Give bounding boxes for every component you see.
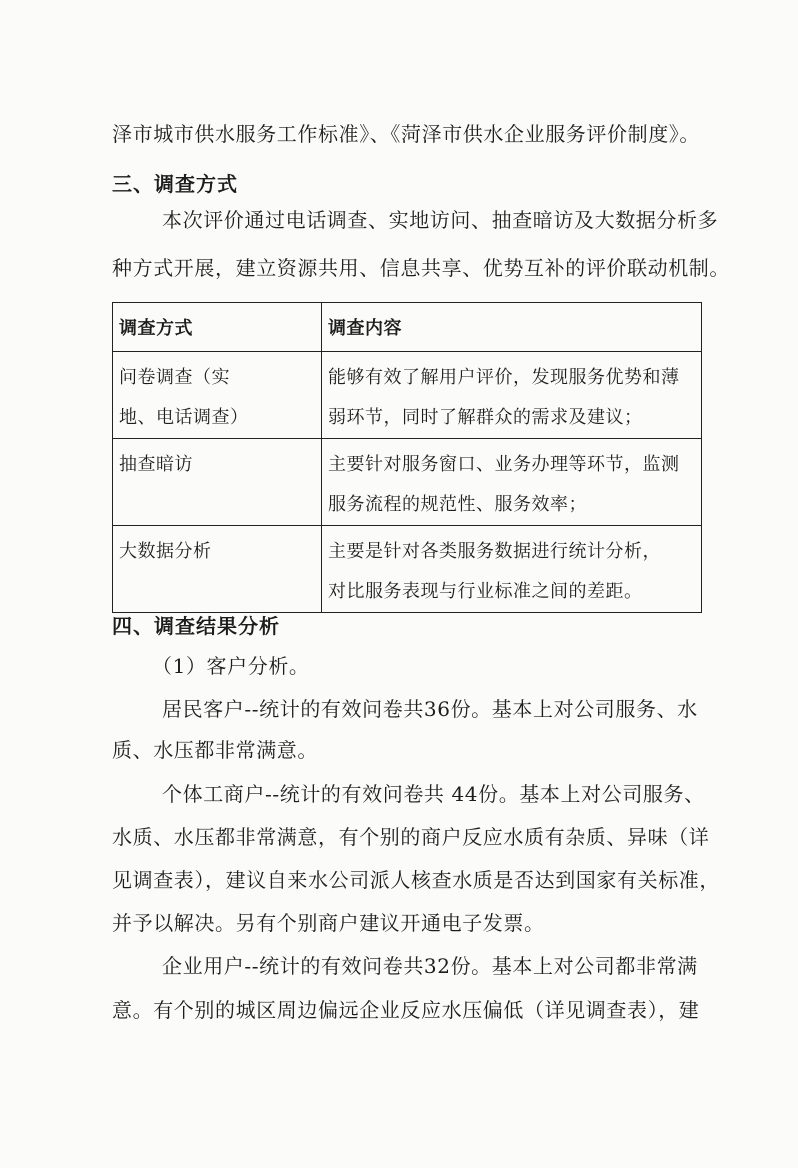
cell-text: 抽查暗访 [119, 454, 193, 475]
table-cell-content [322, 439, 702, 526]
cell-text: 问卷调查（实 [119, 367, 230, 388]
paragraph-line: 意。有个别的城区周边偏远企业反应水压偏低（详见调查表），建 [112, 998, 700, 1022]
paragraph-line: 质、水压都非常满意。 [112, 738, 318, 762]
cell-text: 弱环节，同时了解群众的需求及建议； [328, 407, 643, 428]
survey-method-table [112, 302, 702, 613]
cell-text: 服务流程的规范性、服务效率； [328, 494, 587, 515]
paragraph-line: 见调查表），建议自来水公司派人核查水质是否达到国家有关标准， [112, 868, 720, 892]
cell-text: 大数据分析 [119, 541, 212, 562]
paragraph-line: （1）客户分析。 [152, 654, 310, 678]
paragraph-line: 泽市城市供水服务工作标准》、《菏泽市供水企业服务评价制度》。 [112, 122, 700, 146]
paragraph-line: 并予以解决。另有个别商户建议开通电子发票。 [112, 911, 545, 935]
table-header-cell: 调查方式 [113, 303, 322, 352]
table-row [113, 439, 702, 526]
section-heading-survey-method: 三、调查方式 [112, 172, 238, 196]
cell-text: 地、电话调查） [119, 407, 249, 428]
table-cell-method [113, 439, 322, 526]
table-cell-content [322, 352, 702, 439]
table-row [113, 526, 702, 613]
table-header-cell: 调查内容 [322, 303, 702, 352]
cell-text: 主要是针对各类服务数据进行统计分析， [328, 541, 661, 562]
paragraph-line: 个体工商户--统计的有效问卷共 44份。基本上对公司服务、 [162, 782, 705, 806]
paragraph-line: 企业用户--统计的有效问卷共32份。基本上对公司都非常满 [162, 954, 698, 978]
table-cell-method [113, 526, 322, 613]
table-row [113, 352, 702, 439]
table-cell-content [322, 526, 702, 613]
paragraph-line: 种方式开展，建立资源共用、信息共享、优势互补的评价联动机制。 [112, 256, 730, 280]
cell-text: 对比服务表现与行业标准之间的差距。 [328, 581, 643, 602]
section-heading-results: 四、调查结果分析 [112, 614, 280, 638]
table-cell-method [113, 352, 322, 439]
paragraph-line: 居民客户--统计的有效问卷共36份。基本上对公司服务、水 [162, 697, 698, 721]
cell-text: 主要针对服务窗口、业务办理等环节，监测 [328, 454, 680, 475]
paragraph-line: 本次评价通过电话调查、实地访问、抽查暗访及大数据分析多 [162, 208, 719, 232]
table-header-row [113, 303, 702, 352]
paragraph-line: 水质、水压都非常满意，有个别的商户反应水质有杂质、异味（详 [112, 825, 710, 849]
cell-text: 能够有效了解用户评价，发现服务优势和薄 [328, 367, 680, 388]
